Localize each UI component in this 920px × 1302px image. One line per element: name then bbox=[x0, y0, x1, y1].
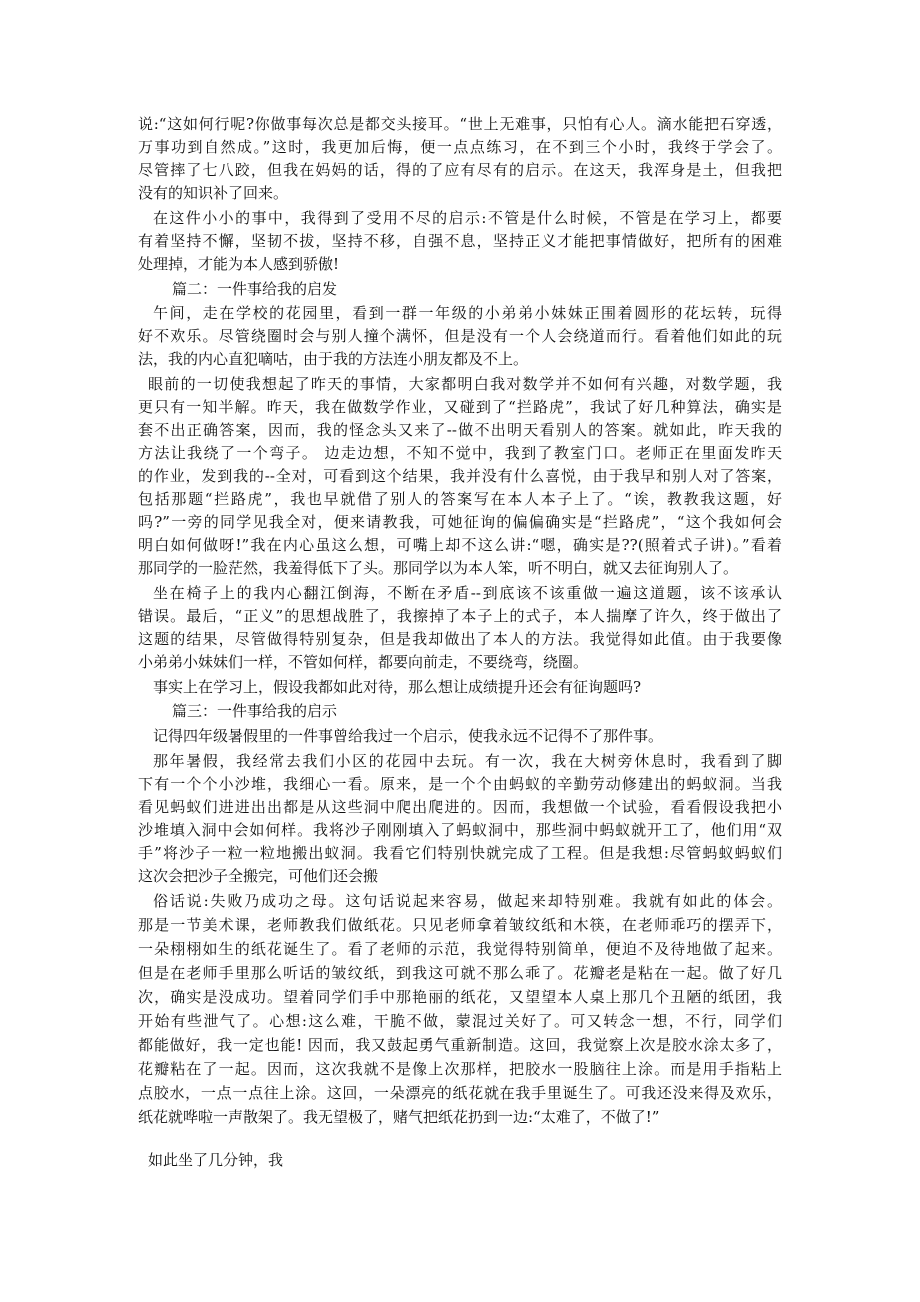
text-line: 有着坚持不懈，坚韧不拔，坚持不移，自强不息，坚持正义才能把事情做好，把所有的困难 bbox=[138, 232, 782, 250]
section-heading: 篇三：一件事给我的启示 bbox=[172, 702, 338, 720]
text-line: 纸花就哗啦一声散架了。我无望极了，赌气把纸花扔到一边:“太难了，不做了!” bbox=[138, 1108, 660, 1126]
text-line: 俗话说:失败乃成功之母。这句话说起来容易，做起来却特别难。我就有如此的体会。 bbox=[153, 892, 782, 910]
text-line: 都能做好，我一定也能! 因而，我又鼓起勇气重新制造。这回，我觉察上次是胶水涂太多了， bbox=[138, 1036, 782, 1054]
section-heading: 篇二：一件事给我的启发 bbox=[172, 280, 338, 298]
text-line: 如此坐了几分钟，我 bbox=[148, 1151, 284, 1169]
text-line: 这题的结果，尽管做得特别复杂，但是我却做出了本人的方法。我觉得如此值。由于我要像 bbox=[138, 630, 782, 648]
text-line: 那是一节美术课，老师教我们做纸花。只见老师拿着皱纹纸和木筷，在老师乖巧的摆弄下， bbox=[138, 916, 782, 934]
text-line: 在这件小小的事中，我得到了受用不尽的启示:不管是什么时候，不管是在学习上，都要 bbox=[153, 209, 782, 227]
text-line: 手”将沙子一粒一粒地搬出蚁洞。我看它们特别快就完成了工程。但是我想:尽管蚂蚁蚂蚁们 bbox=[138, 844, 782, 862]
text-line: 下有一个个小沙堆，我细心一看。原来，是一个个由蚂蚁的辛勤劳动修建出的蚂蚁洞。当我 bbox=[138, 775, 782, 793]
text-line: 的作业，发到我的--全对，可看到这个结果，我并没有什么喜悦，由于我早和别人对了答案， bbox=[138, 467, 782, 485]
text-line: 方法让我绕了一个弯子。 边走边想，不知不觉中，我到了教室门口。老师正在里面发昨天 bbox=[138, 444, 782, 462]
text-line: 包括那题“拦路虎”，我也早就借了别人的答案写在本人本子上了。“诶，教教我这题，好 bbox=[138, 490, 782, 508]
text-line: 点胶水，一点一点往上涂。这回，一朵漂亮的纸花就在我手里诞生了。可我还没来得及欢乐， bbox=[138, 1084, 782, 1102]
text-line: 更只有一知半解。昨天，我在做数学作业，又碰到了“拦路虎”，我试了好几种算法，确实是 bbox=[138, 398, 782, 416]
text-line: 那年暑假，我经常去我们小区的花园中去玩。有一次，我在大树旁休息时，我看到了脚 bbox=[153, 752, 782, 770]
text-line: 处理掉，才能为本人感到骄傲! bbox=[138, 255, 340, 273]
text-line: 事实上在学习上，假设我都如此对待，那么想让成绩提升还会有征询题吗? bbox=[153, 678, 642, 696]
text-line: 开始有些泄气了。心想:这么难，干脆不做，蒙混过关好了。可又转念一想，不行，同学们 bbox=[138, 1012, 782, 1030]
text-line: 尽管摔了七八跤，但我在妈妈的话，得的了应有尽有的启示。在这天，我浑身是土，但我把 bbox=[138, 161, 782, 179]
text-line: 一朵栩栩如生的纸花诞生了。看了老师的示范，我觉得特别简单，便迫不及待地做了起来。 bbox=[138, 940, 782, 958]
text-line: 说:“这如何行呢?你做事每次总是都交头接耳。“世上无难事，只怕有心人。滴水能把石穿透， bbox=[138, 115, 782, 133]
text-line: 吗?”一旁的同学见我全对，便来请教我，可她征询的偏偏确实是“拦路虎”，“这个我如何会 bbox=[138, 513, 782, 531]
text-line: 套不出正确答案，因而，我的怪念头又来了--做不出明天看别人的答案。就如此，昨天我的 bbox=[138, 421, 782, 439]
text-line: 法，我的内心直犯嘀咕，由于我的方法连小朋友都及不上。 bbox=[138, 350, 529, 368]
text-line: 花瓣粘在了一起。因而，这次我就不是像上次那样，把胶水一股脑往上涂。而是用手指粘上 bbox=[138, 1060, 782, 1078]
text-line: 错误。最后，“正义”的思想战胜了，我擦掉了本子上的式子，本人揣摩了许久，终于做出了 bbox=[138, 607, 782, 625]
text-line: 坐在椅子上的我内心翻江倒海，不断在矛盾--到底该不该重做一遍这道题，该不该承认 bbox=[153, 584, 782, 602]
text-line: 看见蚂蚁们进进出出都是从这些洞中爬出爬进的。因而，我想做一个试验，看看假设我把小 bbox=[138, 798, 782, 816]
text-line: 小弟弟小妹妹们一样，不管如何样，都要向前走，不要绕弯，绕圈。 bbox=[138, 653, 589, 671]
text-line: 那同学的一脸茫然，我羞得低下了头。那同学以为本人笨，听不明白，就又去征询别人了。 bbox=[138, 559, 739, 577]
text-line: 记得四年级暑假里的一件事曾给我过一个启示，使我永远不记得不了那件事。 bbox=[153, 727, 664, 745]
text-line: 没有的知识补了回来。 bbox=[138, 184, 289, 202]
text-line: 明白如何做呀!”我在内心虽这么想，可嘴上却不这么讲:“嗯，确实是??(照着式子讲)。”看着 bbox=[138, 536, 782, 554]
text-line: 眼前的一切使我想起了昨天的事情，大家都明白我对数学并不如何有兴趣，对数学题，我 bbox=[148, 375, 782, 393]
text-line: 好不欢乐。尽管绕圈时会与别人撞个满怀，但是没有一个人会绕道而行。看着他们如此的玩 bbox=[138, 327, 782, 345]
text-line: 万事功到自然成。”这时，我更加后悔，便一点点练习，在不到三个小时，我终于学会了。 bbox=[138, 138, 782, 156]
text-line: 沙堆填入洞中会如何样。我将沙子刚刚填入了蚂蚁洞中，那些洞中蚂蚁就开工了，他们用“双 bbox=[138, 821, 782, 839]
text-line: 午间，走在学校的花园里，看到一群一年级的小弟弟小妹妹正围着圆形的花坛转，玩得 bbox=[153, 304, 782, 322]
text-line: 这次会把沙子全搬完，可他们还会搬 bbox=[138, 867, 379, 885]
text-line: 次，确实是没成功。望着同学们手中那艳丽的纸花，又望望本人桌上那几个丑陋的纸团，我 bbox=[138, 988, 782, 1006]
text-line: 但是在老师手里那么听话的皱纹纸，到我这可就不那么乖了。花瓣老是粘在一起。做了好几 bbox=[138, 964, 782, 982]
